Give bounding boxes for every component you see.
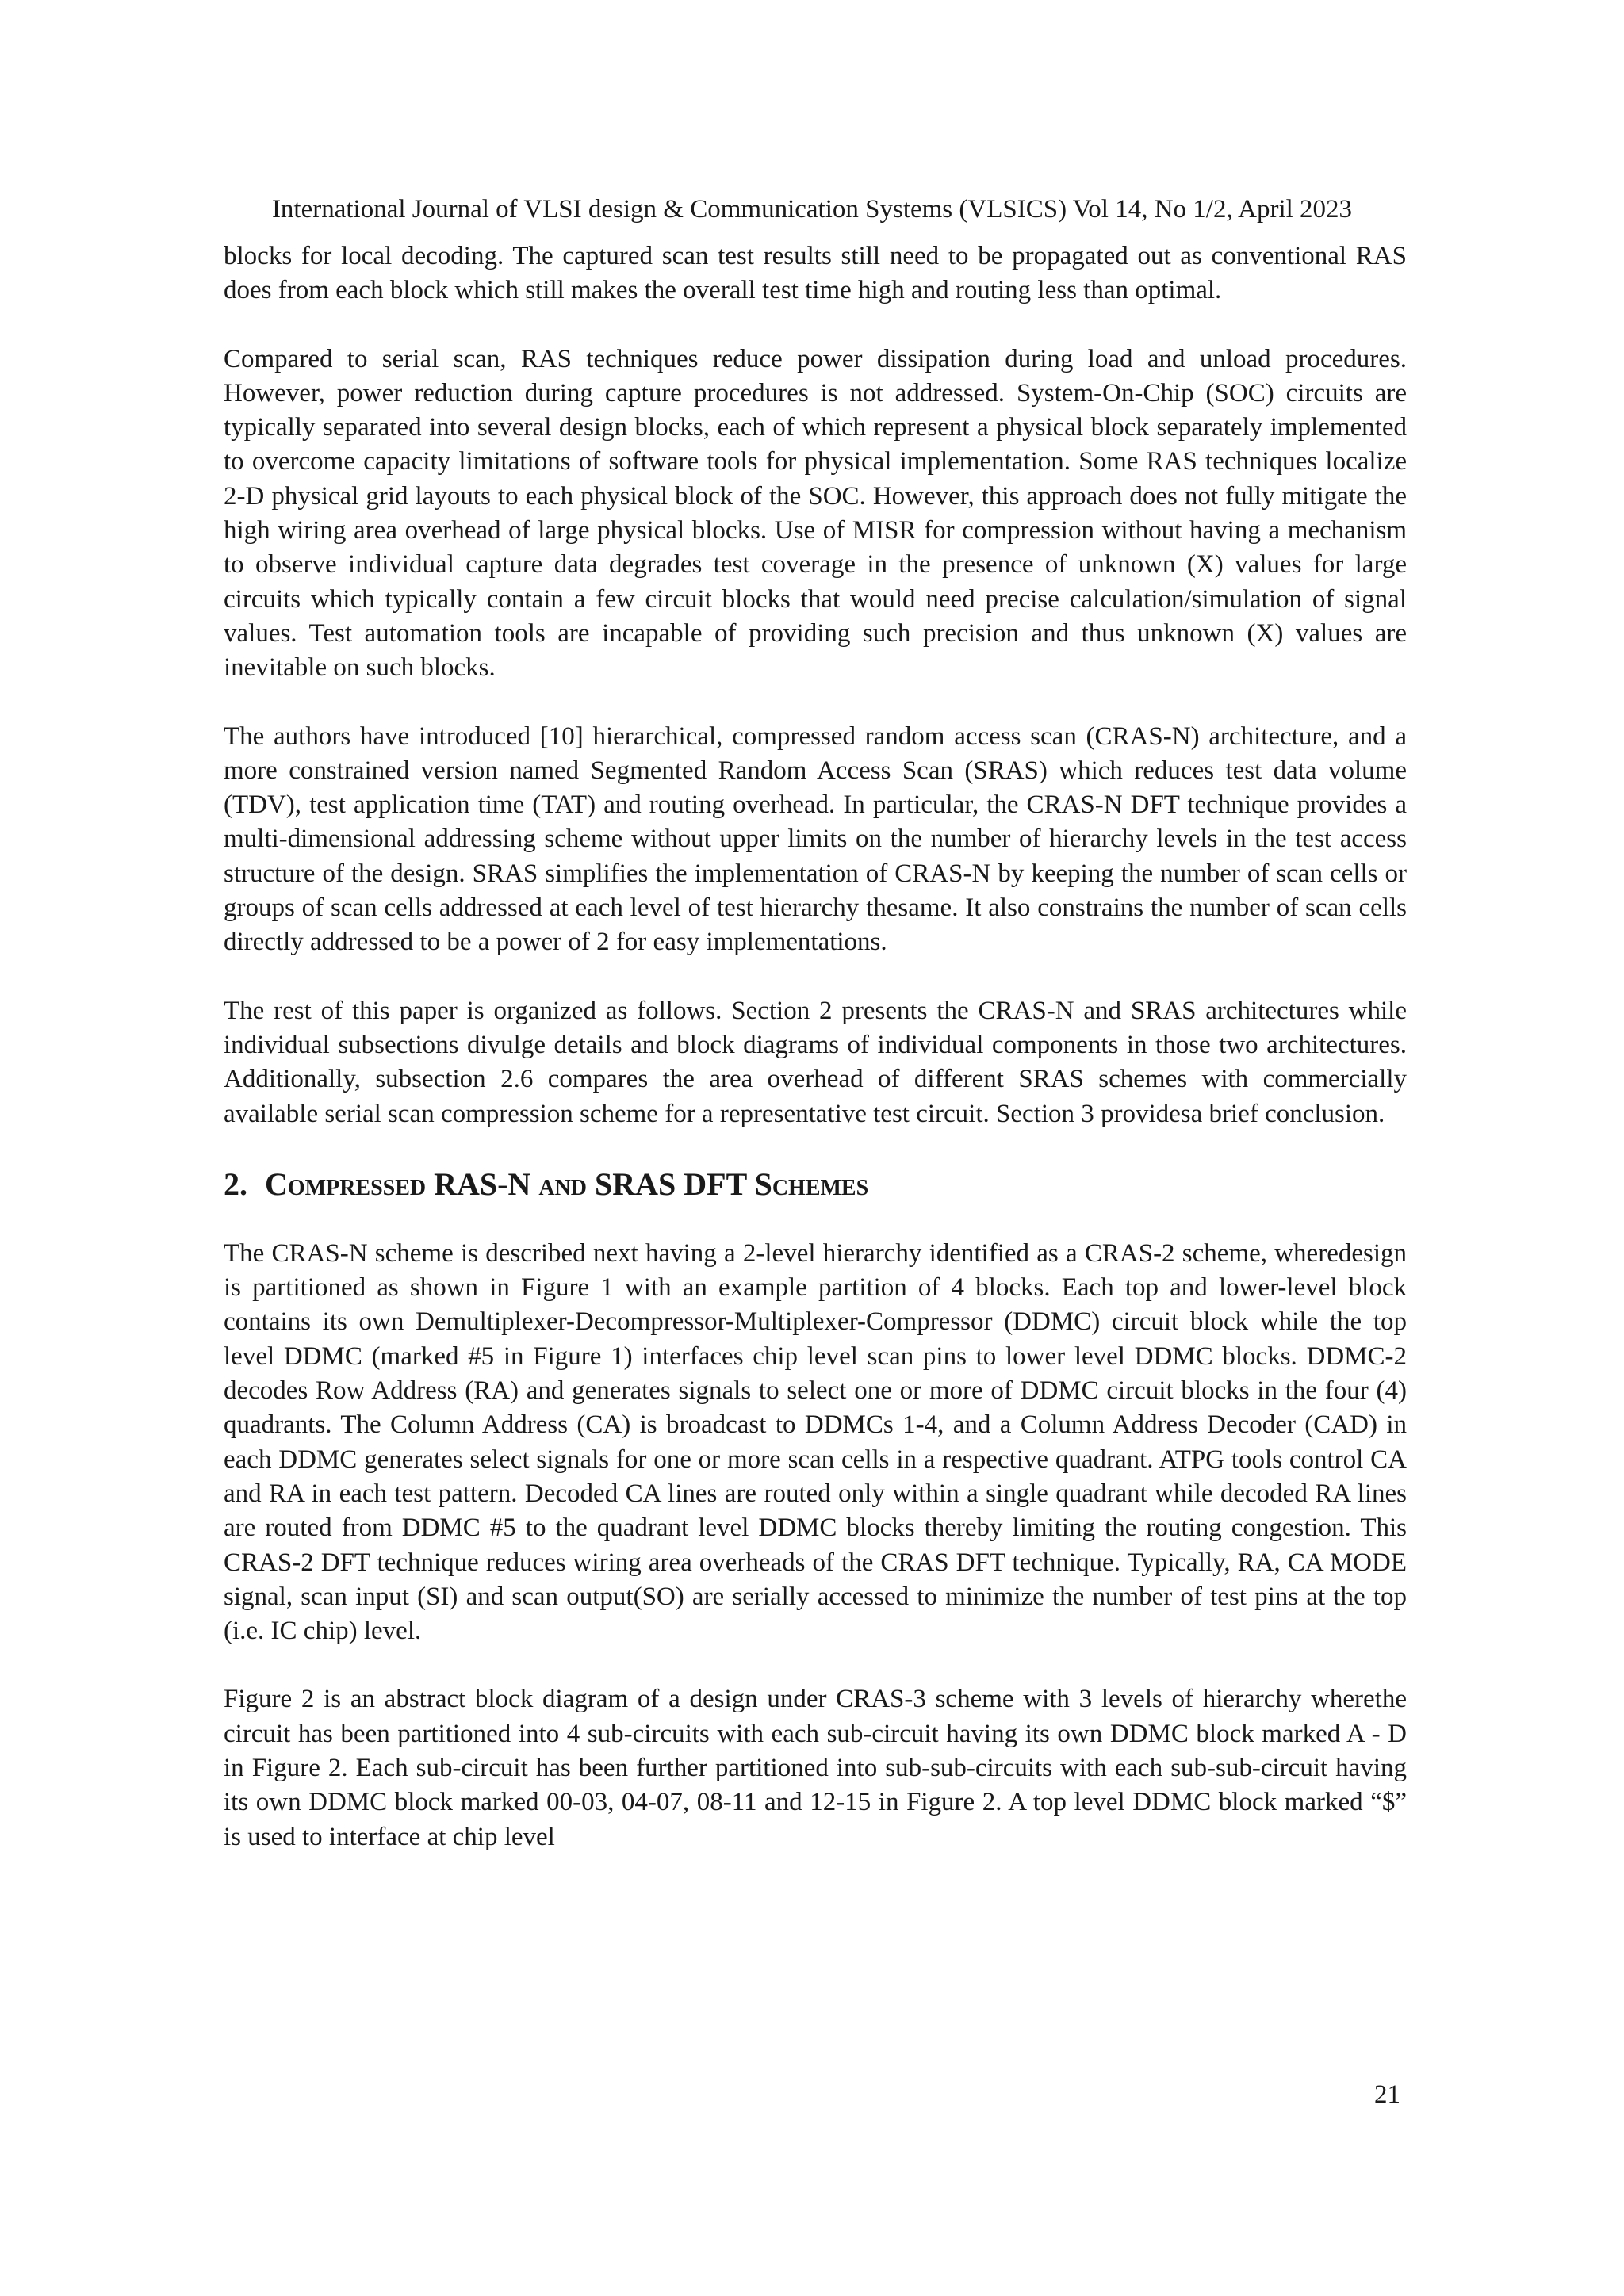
body-paragraph: The CRAS-N scheme is described next having a 2-level hierarchy identified as a CRAS-2 scheme, wheredesign is partitioned as shown in Figure 1 with an example partition of 4 blocks. Each top and lower-level block contains its own Demultiplexer-Decompressor-Multiplexer-Compressor (DDMC) circuit block while the top level DDMC (marked #5 in Figure 1) interfaces chip level scan pins to lower level DDMC blocks. DDMC-2 decodes Row Address (RA) and generates signals to select one or more of DDMC circuit blocks in the four (4) quadrants. The Column Address (CA) is broadcast to DDMCs 1-4, and a Column Address Decoder (CAD) in each DDMC generates select signals for one or more scan cells in a respective quadrant. ATPG tools control CA and RA in each test pattern. Decoded CA lines are routed only within a single quadrant while decoded RA lines are routed from DDMC #5 to the quadrant level DDMC blocks thereby limiting the routing congestion. This CRAS-2 DFT technique reduces wiring area overheads of the CRAS DFT technique. Typically, RA, CA MODE signal, scan input (SI) and scan output(SO) are serially accessed to minimize the number of test pins at the top (i.e. IC chip) level. xyxy=(224,1238,1407,1646)
section-title: Compressed RAS-N and SRAS DFT Schemes xyxy=(265,1165,869,1202)
body-paragraph: The rest of this paper is organized as follows. Section 2 presents the CRAS-N and SRAS architectures while individual subsections divulge details and block diagrams of individual components in those two architectures. Additionally, subsection 2.6 compares the area overhead of different SRAS schemes with commercially available serial scan compression scheme for a representative test circuit. Section 3 providesa brief conclusion. xyxy=(224,996,1407,1128)
page-number: 21 xyxy=(1374,2080,1400,2109)
body-paragraph: blocks for local decoding. The captured scan test results still need to be propagated out as conventional RAS does from each block which still makes the overall test time high and routing less than optimal. xyxy=(224,242,1407,305)
section-heading xyxy=(224,1165,1407,1203)
page-body xyxy=(224,239,1407,1888)
body-paragraph: Figure 2 is an abstract block diagram of a design under CRAS-3 scheme with 3 levels of hierarchy wherethe circuit has been partitioned into 4 sub-circuits with each sub-circuit having its own DDMC block marked A - D in Figure 2. Each sub-circuit has been further partitioned into sub-sub-circuits with each sub-sub-circuit having its own DDMC block marked 00-03, 04-07, 08-11 and 12-15 in Figure 2. A top level DDMC block marked “$” is used to interface at chip level xyxy=(224,1685,1407,1851)
section-number: 2. xyxy=(224,1165,247,1202)
body-paragraph: The authors have introduced [10] hierarchical, compressed random access scan (CRAS-N) architecture, and a more constrained version named Segmented Random Access Scan (SRAS) which reduces test data volume (TDV), test application time (TAT) and routing overhead. In particular, the CRAS-N DFT technique provides a multi-dimensional addressing scheme without upper limits on the number of hierarchy levels in the test access structure of the design. SRAS simplifies the implementation of CRAS-N by keeping the number of scan cells or groups of scan cells addressed at each level of test hierarchy thesame. It also constrains the number of scan cells directly addressed to be a power of 2 for easy implementations. xyxy=(224,721,1407,957)
running-header: International Journal of VLSI design & Communication Systems (VLSICS) Vol 14, No 1/2, April 2023 xyxy=(271,195,1353,224)
body-paragraph: Compared to serial scan, RAS techniques reduce power dissipation during load and unload procedures. However, power reduction during capture procedures is not addressed. System-On-Chip (SOC) circuits are typically separated into several design blocks, each of which represent a physical block separately implemented to overcome capacity limitations of software tools for physical implementation. Some RAS techniques localize 2-D physical grid layouts to each physical block of the SOC. However, this approach does not fully mitigate the high wiring area overhead of large physical blocks. Use of MISR for compression without having a mechanism to observe individual capture data degrades test coverage in the presence of unknown (X) values for large circuits which typically contain a few circuit blocks that would need precise calculation/simulation of signal values. Test automation tools are incapable of providing such precision and thus unknown (X) values are inevitable on such blocks. xyxy=(224,344,1407,683)
